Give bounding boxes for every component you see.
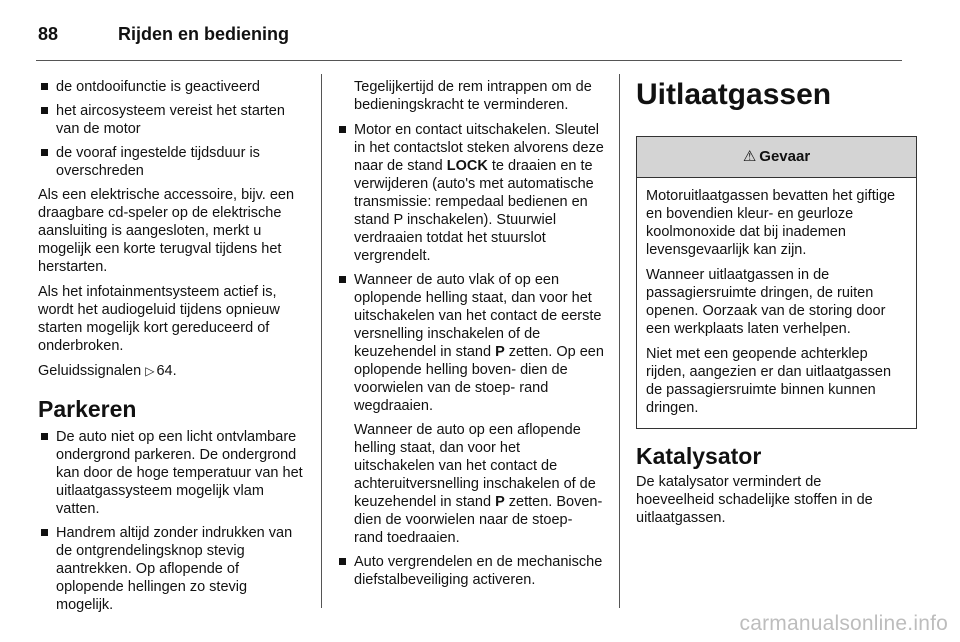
heading-uitlaatgassen: Uitlaatgassen [636, 78, 832, 111]
reference-page[interactable]: 64. [156, 363, 177, 379]
warning-triangle-icon: ⚠ [742, 148, 757, 165]
paragraph: Als het infotainmentsysteem actief is, wordt het audiogeluid tijdens opnieuw starten mogelijk kort gereduceerd of onderbroken. [38, 284, 280, 354]
header-rule [36, 60, 902, 61]
danger-paragraph: Niet met een geopende achterklep rijden, aangezien er dan uitlaatgassen de passagiersruimte binnen kunnen dringen. [646, 346, 892, 416]
page-header [38, 20, 289, 48]
danger-paragraph: Motoruitlaatgassen bevatten het giftige en bovendien kleur- en geurloze koolmonoxide dat bij inademen levensgevaarlijk kan zijn. [646, 188, 896, 258]
list-item: de vooraf ingestelde tijdsduur is overschreden [38, 144, 306, 180]
list-item: De auto niet op een licht ontvlambare ondergrond parkeren. De ondergrond kan door de hoge temperatuur van het uitlaatgassysteem mogelijk vlam vatten. [38, 428, 306, 518]
bullet-square-icon [339, 276, 346, 283]
column-divider-2 [619, 74, 620, 608]
watermark: carmanualsonline.info [739, 612, 948, 635]
section-title: Rijden en bediening [118, 23, 290, 44]
list-item: de ontdooifunctie is geactiveerd [38, 78, 306, 96]
column-divider-1 [321, 74, 322, 608]
page-number: 88 [38, 23, 59, 44]
list-item: Motor en contact uitschakelen. Sleutel in het contactslot steken alvorens deze naar de stand LOCK te draaien en te verwijderen (auto's met automatische transmissie: rempedaal bedienen en stand P inschakelen). Stuurwiel verdraaien totdat het stuurslot vergrendelt. [336, 121, 604, 265]
list-item: Auto vergrendelen en de mechanische diefstalbeveiliging activeren. [336, 553, 604, 589]
bullet-square-icon [41, 433, 48, 440]
bullet-square-icon [339, 558, 346, 565]
heading-katalysator: Katalysator [636, 443, 762, 469]
bullet-square-icon [41, 529, 48, 536]
arrow-reference-icon: ▷ [145, 364, 155, 378]
danger-paragraph: Wanneer uitlaatgassen in de passagiersruimte dringen, de ruiten openen. Oorzaak van de storing door een werkplaats laten verhelpen. [646, 267, 886, 337]
danger-body [637, 178, 916, 428]
bullet-square-icon [41, 149, 48, 156]
paragraph: Als een elektrische accessoire, bijv. een draagbare cd-speler op de elektrische aansluiting is aangesloten, merkt u mogelijk een korte terugval tijdens het herstarten. [38, 187, 295, 275]
list-item: Wanneer de auto vlak of op een oplopende helling staat, dan voor het uitschakelen van het contact de eerste versnelling inschakelen of de keuzehendel in stand P zetten. Op een oplopende helling boven- dien de voorwielen van de stoep- rand wegdraaien. Wanneer de auto op een aflopende helling staat, dan voor het uitschakelen van het contact de achteruitversnelling inschakelen of de keuzehendel in stand P zetten. Boven- dien de voorwielen naar de stoep- rand toedraaien. [336, 271, 604, 547]
sub-paragraph: Wanneer de auto op een aflopende helling staat, dan voor het uitschakelen van het contact de achteruitversnelling inschakelen of de keuzehendel in stand P zetten. Boven- dien de voorwielen naar de stoep- rand toedraaien. [354, 422, 603, 546]
bullet-square-icon [41, 107, 48, 114]
column-3 [636, 76, 902, 534]
heading-parkeren: Parkeren [38, 396, 137, 422]
column-1 [38, 78, 306, 620]
danger-title: Gevaar [759, 148, 811, 165]
paragraph: De katalysator vermindert de hoeveelheid schadelijke stoffen in de uitlaatgassen. [636, 474, 873, 526]
bullet-square-icon [339, 126, 346, 133]
list-item: Handrem altijd zonder indrukken van de ontgrendelingsknop stevig aantrekken. Op aflopende of oplopende hellingen zo stevig mogelijk. [38, 524, 306, 614]
danger-header [637, 137, 916, 178]
bullet-square-icon [41, 83, 48, 90]
list-item: het aircosysteem vereist het starten van de motor [38, 102, 306, 138]
paragraph-continuation: Tegelijkertijd de rem intrappen om de bedieningskracht te verminderen. [354, 79, 592, 113]
column-2 [336, 78, 604, 595]
danger-box [636, 136, 917, 429]
cross-reference[interactable]: Geluidssignalen ▷ 64. [38, 363, 177, 379]
